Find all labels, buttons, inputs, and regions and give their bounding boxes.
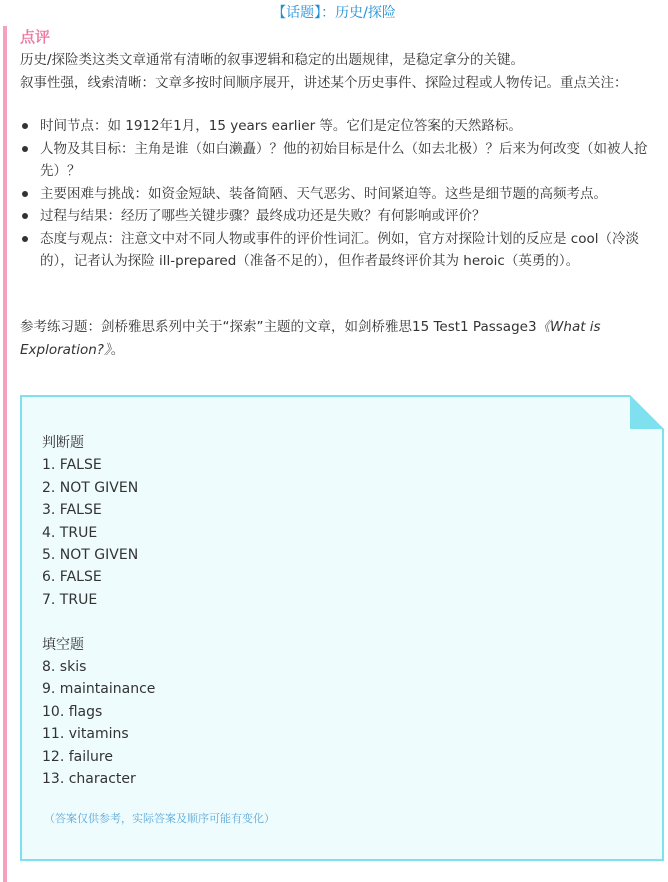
answer-box — [20, 395, 664, 861]
key-points-list — [20, 115, 660, 273]
answer-item: 6. FALSE — [42, 569, 102, 586]
answer-item: 5. NOT GIVEN — [42, 547, 139, 564]
list-item — [20, 138, 660, 183]
answer-item: 10. flags — [42, 703, 103, 720]
reference-suffix: 。 — [110, 341, 125, 358]
list-item — [20, 205, 660, 228]
answer-item: 9. maintainance — [42, 681, 156, 698]
intro-line-1: 历史/探险类这类文章通常有清晰的叙事逻辑和稳定的出题规律，是稳定拿分的关键。 — [20, 52, 525, 68]
list-item-text: 过程与结果：经历了哪些关键步骤？最终成功还是失败？有何影响或评价？ — [40, 208, 486, 224]
bullet-icon — [22, 123, 28, 129]
answer-item: 2. NOT GIVEN — [42, 479, 139, 496]
section-title: 点评 — [20, 28, 51, 46]
spacer — [42, 611, 155, 633]
folded-corner-icon — [630, 395, 664, 429]
bullet-icon — [22, 213, 28, 219]
answer-item: 4. TRUE — [42, 524, 98, 541]
intro-line-2: 叙事性强，线索清晰：文章多按时间顺序展开，讲述某个历史事件、探险过程或人物传记。重点关注： — [20, 74, 628, 91]
answer-item: 7. TRUE — [42, 591, 98, 608]
reference-prefix: 参考练习题：剑桥雅思系列中关于“探索”主题的文章，如剑桥雅思15 Test1 Passage3 — [20, 319, 537, 335]
list-item-text: 态度与观点：注意文中对不同人物或事件的评价性词汇。例如，官方对探险计划的反应是 cool（冷淡的），记者认为探险 ill-prepared（准备不足的），但作者最终评价其为 heroic（英勇的）。 — [40, 230, 639, 269]
answer-item: 8. skis — [42, 659, 87, 676]
intro-paragraph — [20, 49, 660, 94]
answer-item: 12. failure — [42, 748, 113, 765]
topic-heading: 【话题】：历史/探险 — [272, 5, 396, 21]
answer-item: 1. FALSE — [42, 457, 102, 474]
bullet-icon — [22, 236, 28, 242]
fill-heading: 填空题 — [42, 636, 84, 653]
answer-item: 3. FALSE — [42, 502, 102, 519]
answer-item: 13. character — [42, 771, 136, 788]
reference-paragraph — [20, 316, 660, 361]
answer-list — [42, 432, 155, 790]
list-item — [20, 183, 660, 206]
tf-heading: 判断题 — [42, 435, 84, 451]
list-item — [20, 228, 660, 273]
list-item-text: 人物及其目标：主角是谁（如白濑矗）？他的初始目标是什么（如去北极）？后来为何改变（如被人抢先）？ — [40, 140, 648, 179]
bullet-icon — [22, 146, 28, 152]
reference-title: 《What is Exploration?》 — [20, 319, 601, 358]
list-item — [20, 115, 660, 138]
bullet-icon — [22, 191, 28, 197]
list-item-text: 主要困难与挑战：如资金短缺、装备简陋、天气恶劣、时间紧迫等。这些是细节题的高频考点。 — [40, 185, 607, 202]
list-item-text: 时间节点：如 1912年1月，15 years earlier 等。它们是定位答案的天然路标。 — [40, 118, 522, 134]
answer-item: 11. vitamins — [42, 726, 129, 743]
left-accent-bar — [3, 26, 7, 882]
answer-note: （答案仅供参考，实际答案及顺序可能有变化） — [44, 812, 275, 825]
